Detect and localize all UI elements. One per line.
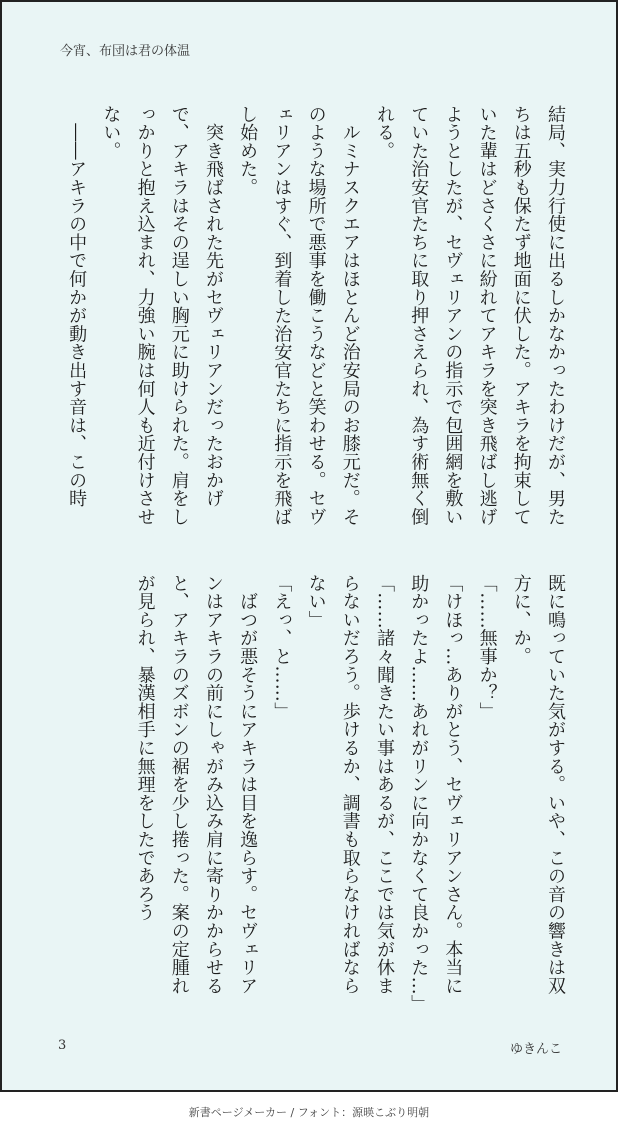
text-block-upper (52, 105, 572, 535)
paragraph: ばつが悪そうにアキラは目を逸らす。セヴェリアンはアキラの前にしゃがみ込み肩に寄りかからせると、アキラのズボンの裾を少し捲った。案の定腫れが見られ、暴漢相手に無理をしたであろう (134, 574, 259, 995)
running-header-title: 今宵、布団は君の体温 (60, 44, 191, 59)
paragraph: ――アキラの中で何かが動き出す音は、この時 (66, 105, 88, 508)
generator-credit: 新書ページメーカー / フォント：源暎こぶり明朝 (188, 1106, 430, 1119)
dialogue-line: 「けほっ…ありがとう、セヴェリアンさん。本当に助かったよ……あれがリンに向かなくて良かった…」 (408, 574, 464, 1014)
text-block-lower (52, 574, 572, 1014)
paragraph: 既に鳴っていた気がする。いや、この音の響きは双方に、か。 (510, 574, 566, 995)
paragraph: 突き飛ばされた先がセヴェリアンだったおかげで、アキラはその逞しい胸元に助けられた。肩をしっかりと抱え込まれ、力強い腕は何人も近付けさせない。 (100, 105, 224, 526)
paragraph: 結局、実力行使に出るしかなかったわけだが、男たちは五秒も保たず地面に伏した。アキラを拘束していた輩はどさくさに紛れてアキラを突き飛ばし逃げようとしたが、セヴェリアンの指示で包囲網を敷いていた治安官たちに取り押さえられ、為す術無く倒れる。 (373, 105, 566, 526)
dialogue-line: 「……諸々聞きたい事はあるが、ここでは気が休まらないだろう。歩けるか、調書も取らなければならない」 (305, 574, 395, 995)
author-name: ゆきんこ (509, 1042, 562, 1057)
dialogue-line: 「えっ、と……」 (271, 574, 293, 721)
paragraph: ルミナスクエアはほとんど治安局のお膝元だ。そのような場所で悪事を働こうなどと笑わせる。セヴェリアンはすぐ、到着した治安官たちに指示を飛ばし始めた。 (237, 105, 361, 526)
page-number: 3 (58, 1038, 67, 1053)
dialogue-line: 「……無事か？」 (476, 574, 498, 721)
